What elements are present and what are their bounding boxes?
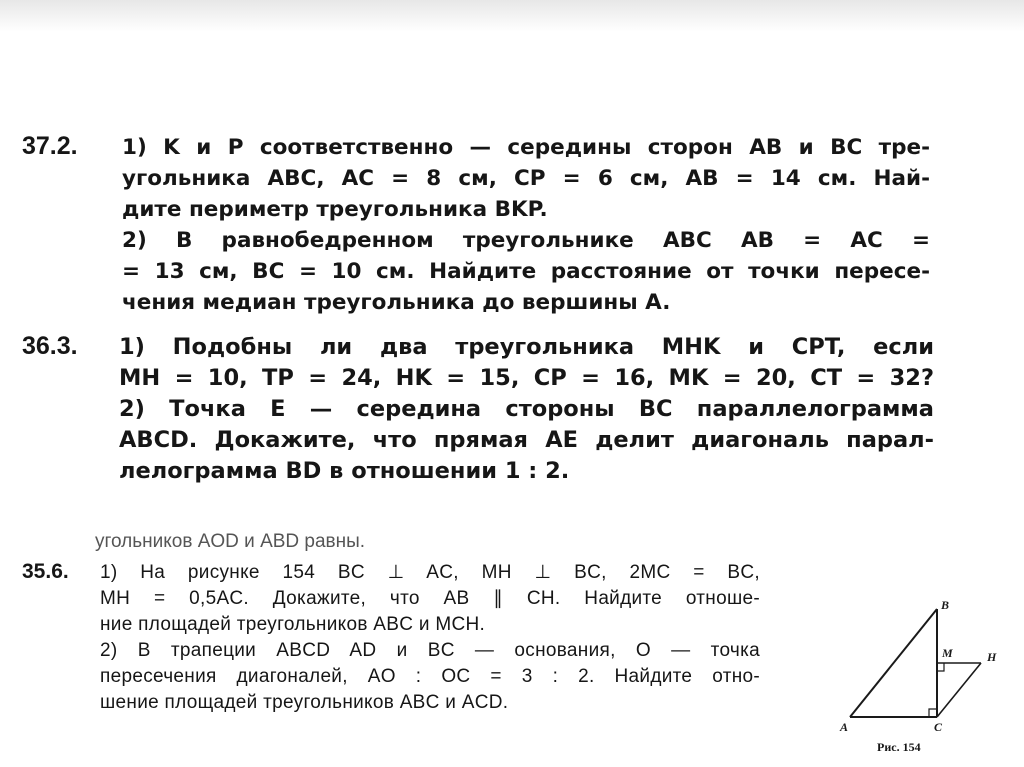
slide-top-shadow	[0, 0, 1024, 32]
text-line: MH = 0,5AC. Докажите, что AB ∥ CH. Найдите отноше-	[100, 588, 760, 609]
text-line: угольника ABC, AC = 8 см, CP = 6 см, AB = 14 см. Най-	[122, 166, 930, 191]
problem-number: 36.3.	[22, 332, 78, 360]
text-line: шение площадей треугольников ABC и ACD.	[100, 692, 509, 713]
text-line: чения медиан треугольника до вершины A.	[122, 290, 671, 315]
right-angle-mark-m	[937, 663, 944, 671]
problem-text	[100, 560, 760, 716]
text-line: 1) K и P соответственно — середины сторон AB и BC тре-	[122, 135, 930, 160]
clipped-text: угольников AOD и ABD равны.	[95, 531, 366, 552]
figure-caption: Рис. 154	[877, 740, 921, 754]
text-line: = 13 см, BC = 10 см. Найдите расстояние от точки пересе-	[122, 259, 930, 284]
figure-154	[830, 595, 1010, 760]
label-a: A	[840, 720, 849, 734]
text-line: 2) Точка E — середина стороны BC параллелограмма	[119, 396, 934, 422]
text-line: ABCD. Докажите, что прямая AE делит диагональ парал-	[119, 427, 934, 453]
right-angle-mark-c	[929, 709, 937, 717]
text-line: пересечения диагоналей, AO : OC = 3 : 2. Найдите отно-	[100, 666, 760, 687]
problem-number: 35.6.	[22, 560, 69, 583]
problem-text	[122, 132, 930, 318]
problem-text	[119, 332, 934, 487]
text-line: 2) В равнобедренном треугольнике ABC AB = AC =	[122, 228, 930, 253]
text-line: лелограмма BD в отношении 1 : 2.	[119, 458, 570, 484]
label-m: M	[942, 646, 953, 660]
text-line: ние площадей треугольников ABC и MCH.	[100, 614, 486, 635]
label-b: B	[941, 598, 950, 612]
segment-ab	[850, 609, 937, 717]
label-h: H	[987, 650, 997, 664]
text-line: 1) Подобны ли два треугольника MHK и CPT, если	[119, 334, 934, 360]
clipped-previous-line	[95, 531, 475, 557]
label-c: C	[934, 720, 943, 734]
text-line: 1) На рисунке 154 BC ⊥ AC, MH ⊥ BC, 2MC = BC,	[100, 562, 760, 583]
text-line: 2) В трапеции ABCD AD и BC — основания, O — точка	[100, 640, 760, 661]
text-line: MH = 10, TP = 24, HK = 15, CP = 16, MK = 20, CT = 32?	[119, 365, 934, 391]
text-line: дите периметр треугольника BKP.	[122, 197, 548, 222]
problem-number: 37.2.	[22, 132, 78, 160]
